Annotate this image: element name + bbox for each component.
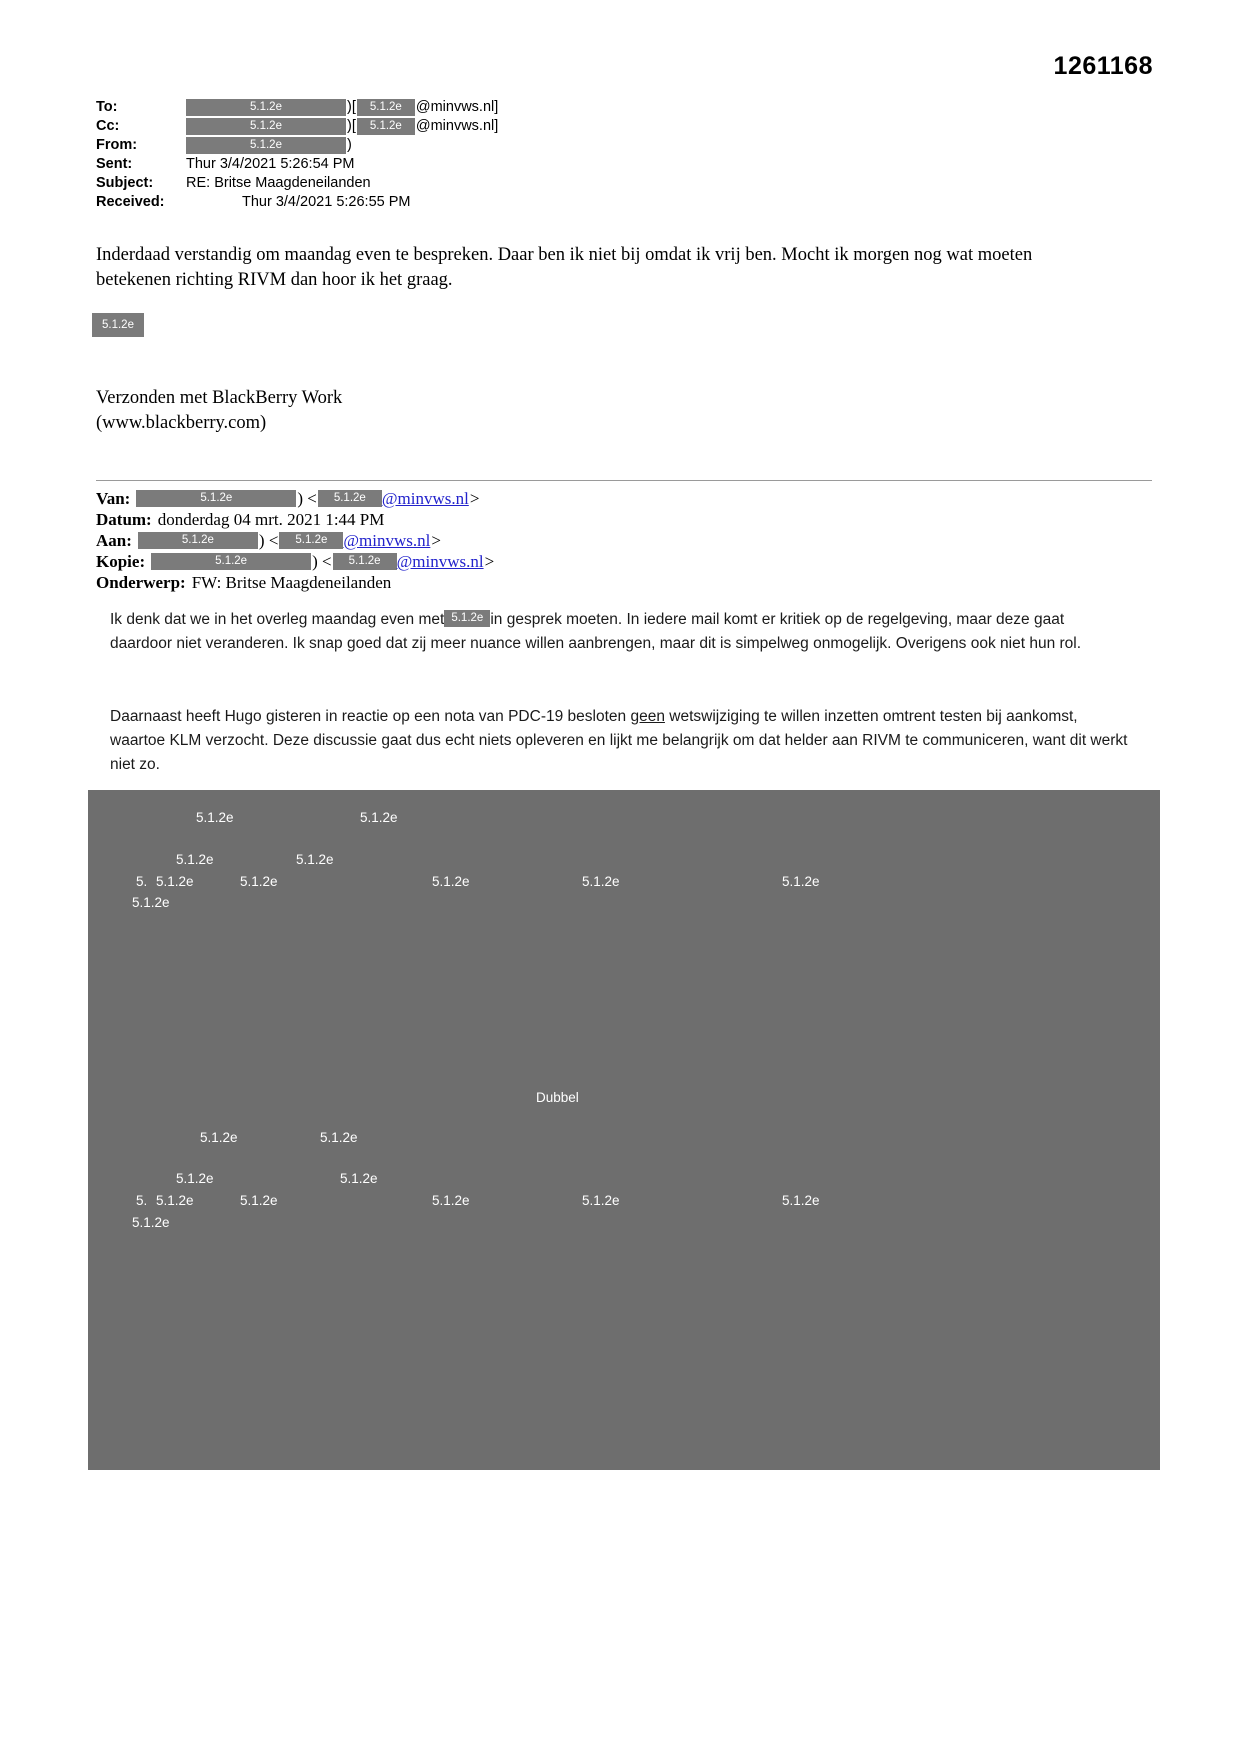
header-from-suffix: )	[347, 137, 352, 153]
header-label-cc: Cc:	[96, 118, 120, 134]
redaction-box: 5.1.2e	[136, 490, 296, 507]
email-header	[96, 98, 1056, 212]
header-label-to: To:	[96, 99, 118, 115]
header-row-cc	[96, 117, 1056, 136]
redaction-box: 5.1.2e	[92, 313, 144, 337]
image-label: 5.1.2e	[132, 895, 170, 910]
document-number: 1261168	[1053, 52, 1153, 80]
quoted-row-onderwerp	[96, 572, 1096, 593]
header-label-subject: Subject:	[96, 175, 154, 191]
image-label: 5.1.2e	[156, 1193, 194, 1208]
forwarded-p2-part-b: wetswijziging te willen inzetten omtrent testen bij aankomst, waartoe KLM verzocht. Deze discussie gaat dus echt niets opleveren en lijkt me belangrijk om dat helder aan RIVM te communiceren, want dit werkt niet zo.	[110, 708, 1128, 773]
forwarded-p2-emphasis: geen	[630, 708, 665, 725]
quoted-row-van: Van: 5.1.2e ) < 5.1.2e @minvws.nl >	[96, 489, 480, 508]
header-value-received: Thur 3/4/2021 5:26:55 PM	[242, 194, 411, 210]
image-label: 5.	[136, 874, 148, 889]
image-label: 5.1.2e	[196, 810, 234, 825]
redaction-box: 5.1.2e	[279, 532, 343, 549]
redaction-box: 5.1.2e	[333, 553, 397, 570]
image-label: 5.1.2e	[432, 1193, 470, 1208]
header-row-sent	[96, 155, 1056, 174]
quoted-kopie-link[interactable]: @minvws.nl	[396, 552, 484, 571]
forwarded-paragraph-2	[110, 705, 1130, 777]
redaction-box: 5.1.2e	[138, 532, 258, 549]
forwarded-p1-part-a: Ik denk dat we in het overleg maandag even met	[110, 611, 445, 628]
quoted-row-aan: Aan: 5.1.2e ) < 5.1.2e @minvws.nl >	[96, 531, 441, 550]
image-label: 5.1.2e	[782, 874, 820, 889]
redaction-box: 5.1.2e	[357, 99, 415, 116]
body-paragraph-1: Inderdaad verstandig om maandag even te bespreken. Daar ben ik niet bij omdat ik vrij ben. Mocht ik morgen nog wat moeten betekenen richting RIVM dan hoor ik het graag.	[96, 245, 1033, 290]
quoted-label-kopie: Kopie:	[96, 552, 146, 571]
image-label: 5.1.2e	[360, 810, 398, 825]
quoted-value-onderwerp: FW: Britse Maagdeneilanden	[191, 573, 392, 592]
header-row-subject	[96, 174, 1056, 193]
forwarded-p2-part-a: Daarnaast heeft Hugo gisteren in reactie op een nota van PDC-19 besloten	[110, 708, 627, 725]
quoted-email-header	[96, 488, 1096, 593]
quoted-label-aan: Aan:	[96, 531, 132, 550]
forwarded-paragraph-1	[110, 608, 1130, 656]
image-label: 5.1.2e	[296, 852, 334, 867]
image-label: 5.1.2e	[156, 874, 194, 889]
redaction-box: 5.1.2e	[318, 490, 382, 507]
redaction-box: 5.1.2e	[186, 137, 346, 154]
header-value-to: 5.1.2e )[ 5.1.2e @minvws.nl]	[186, 98, 499, 117]
header-row-received	[96, 193, 1056, 212]
image-label: 5.1.2e	[176, 852, 214, 867]
signature-line-1: Verzonden met BlackBerry Work	[96, 388, 343, 408]
quoted-label-datum: Datum:	[96, 510, 152, 529]
image-label: 5.1.2e	[132, 1215, 170, 1230]
image-label: 5.1.2e	[240, 874, 278, 889]
forwarded-p1-part-b: in gesprek moeten. In iedere mail komt er kritiek op de regelgeving, maar deze gaat daardoor niet veranderen. Ik snap goed dat zij meer nuance willen aanbrengen, maar dit is simpelweg onmogelijk. Overigens ook niet hun rol.	[110, 611, 1082, 652]
header-value-subject: RE: Britse Maagdeneilanden	[186, 175, 371, 191]
header-label-received: Received:	[96, 194, 165, 210]
header-row-to	[96, 98, 1056, 117]
redaction-box: 5.1.2e	[186, 118, 346, 135]
redacted-image-block	[88, 790, 1160, 1470]
quoted-van-link[interactable]: @minvws.nl	[381, 489, 469, 508]
image-label: 5.1.2e	[432, 874, 470, 889]
image-caption: Dubbel	[536, 1090, 579, 1105]
image-label: 5.1.2e	[320, 1130, 358, 1145]
image-label: 5.1.2e	[240, 1193, 278, 1208]
image-label: 5.1.2e	[200, 1130, 238, 1145]
redaction-box: 5.1.2e	[357, 118, 415, 135]
image-label: 5.1.2e	[582, 1193, 620, 1208]
image-label: 5.	[136, 1193, 148, 1208]
signature-line-2: (www.blackberry.com)	[96, 413, 267, 433]
header-row-from	[96, 136, 1056, 155]
quoted-label-onderwerp: Onderwerp:	[96, 573, 186, 592]
image-label: 5.1.2e	[782, 1193, 820, 1208]
image-label: 5.1.2e	[176, 1171, 214, 1186]
signature-block	[96, 386, 1096, 436]
quoted-value-datum: donderdag 04 mrt. 2021 1:44 PM	[157, 510, 385, 529]
header-to-suffix: @minvws.nl]	[415, 99, 499, 115]
header-cc-suffix: @minvws.nl]	[415, 118, 499, 134]
header-label-sent: Sent:	[96, 156, 133, 172]
quoted-label-van: Van:	[96, 489, 131, 508]
redaction-box: 5.1.2e	[186, 99, 346, 116]
header-value-cc: 5.1.2e )[ 5.1.2e @minvws.nl]	[186, 117, 499, 136]
divider	[96, 480, 1152, 481]
header-label-from: From:	[96, 137, 138, 153]
redaction-box: 5.1.2e	[444, 610, 490, 627]
quoted-row-datum	[96, 509, 1096, 530]
quoted-row-kopie: Kopie: 5.1.2e ) < 5.1.2e @minvws.nl >	[96, 552, 495, 571]
quoted-aan-link[interactable]: @minvws.nl	[343, 531, 431, 550]
image-label: 5.1.2e	[582, 874, 620, 889]
redaction-box: 5.1.2e	[151, 553, 311, 570]
header-value-from	[186, 136, 353, 155]
header-value-sent: Thur 3/4/2021 5:26:54 PM	[186, 156, 355, 172]
image-label: 5.1.2e	[340, 1171, 378, 1186]
